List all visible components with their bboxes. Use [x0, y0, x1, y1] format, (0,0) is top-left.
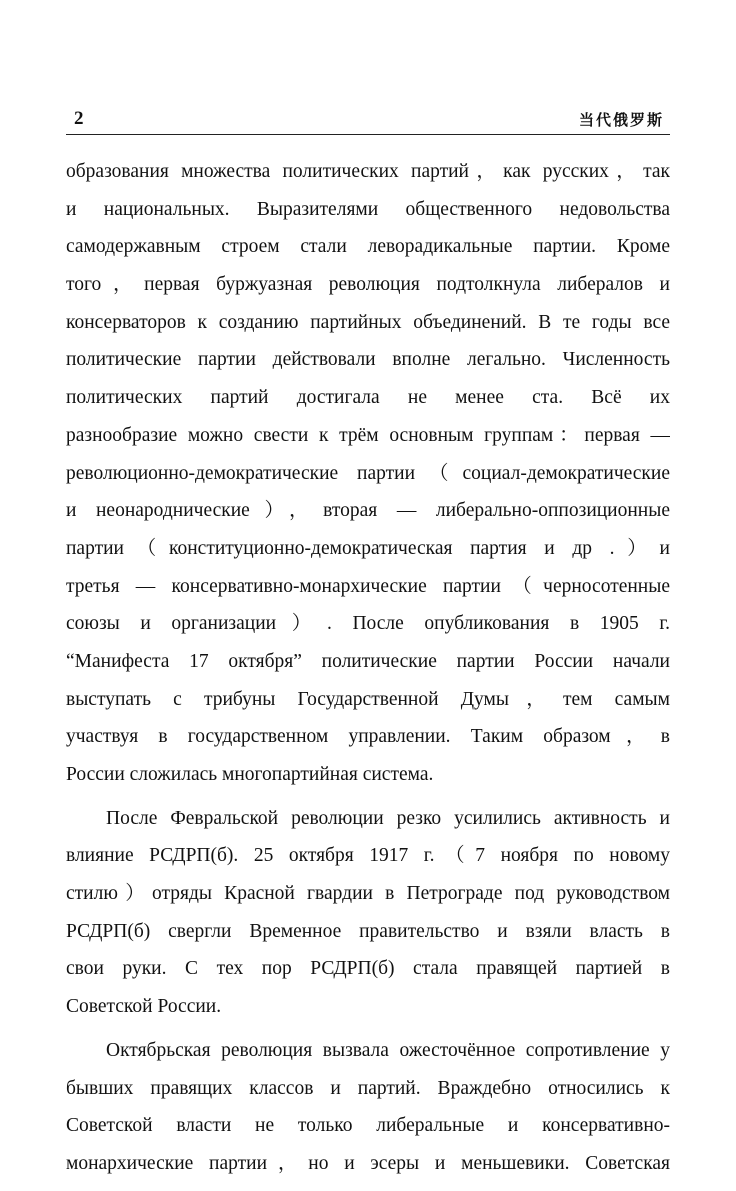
paragraph — [66, 800, 670, 1026]
text-line: После Февральской революции резко усилились активность и — [106, 807, 670, 829]
text-line: революционно-демократические партии（социал-демократические — [66, 462, 670, 484]
text-line: влияние РСДРП(б). 25 октября 1917 г.（7 ноября по новому — [66, 845, 670, 867]
text-line: свои руки. С тех пор РСДРП(б) стала правящей партией в — [66, 958, 670, 980]
text-line: политические партии действовали вполне легально. Численность — [66, 349, 670, 371]
text-line: стилю）отряды Красной гвардии в Петрограде под руководством — [66, 883, 670, 905]
paragraph — [66, 153, 670, 794]
text-line: РСДРП(б) свергли Временное правительство и взяли власть в — [66, 920, 670, 942]
text-line: образования множества политических партий，как русских，так — [66, 161, 670, 182]
paragraph — [66, 1032, 670, 1183]
text-line: и национальных. Выразителями общественного недовольства — [66, 198, 670, 220]
text-line: Октябрьская революция вызвала ожесточённое сопротивление у — [106, 1039, 670, 1061]
text-line: России сложилась многопартийная система. — [66, 764, 434, 785]
text-line: того，первая буржуазная революция подтолкнула либералов и — [66, 274, 670, 296]
text-line: третья — консервативно-монархические партии（черносотенные — [66, 575, 670, 597]
page-number: 2 — [74, 108, 84, 129]
text-line: политических партий достигала не менее ста. Всё их — [66, 387, 670, 409]
text-line: “Манифеста 17 октября” политические партии России начали — [66, 650, 670, 672]
text-line: партии（конституционно-демократическая партия и др .）и — [66, 537, 670, 559]
text-line: разнообразие можно свести к трём основным группам：первая — — [66, 424, 670, 446]
text-line: Советской России. — [66, 996, 222, 1018]
page-header — [66, 108, 670, 134]
text-line: бывших правящих классов и партий. Враждебно относились к — [66, 1077, 670, 1099]
text-line: монархические партии，но и эсеры и меньшевики. Советская — [66, 1152, 670, 1174]
running-title: 当代俄罗斯 — [578, 111, 664, 129]
text-line: консерваторов к созданию партийных объединений. В те годы все — [66, 311, 670, 333]
text-line: и неонароднические），вторая — либерально-оппозиционные — [66, 500, 670, 522]
body-text — [66, 153, 670, 1183]
text-line: участвуя в государственном управлении. Таким образом，в — [66, 726, 670, 748]
text-line: выступать с трибуны Государственной Думы，тем самым — [66, 688, 670, 710]
text-line: союзы и организации）. После опубликования в 1905 г. — [66, 613, 670, 635]
header-rule — [66, 134, 670, 135]
text-line: самодержавным строем стали леворадикальные партии. Кроме — [66, 236, 670, 258]
text-line: Советской власти не только либеральные и консервативно- — [66, 1115, 670, 1137]
